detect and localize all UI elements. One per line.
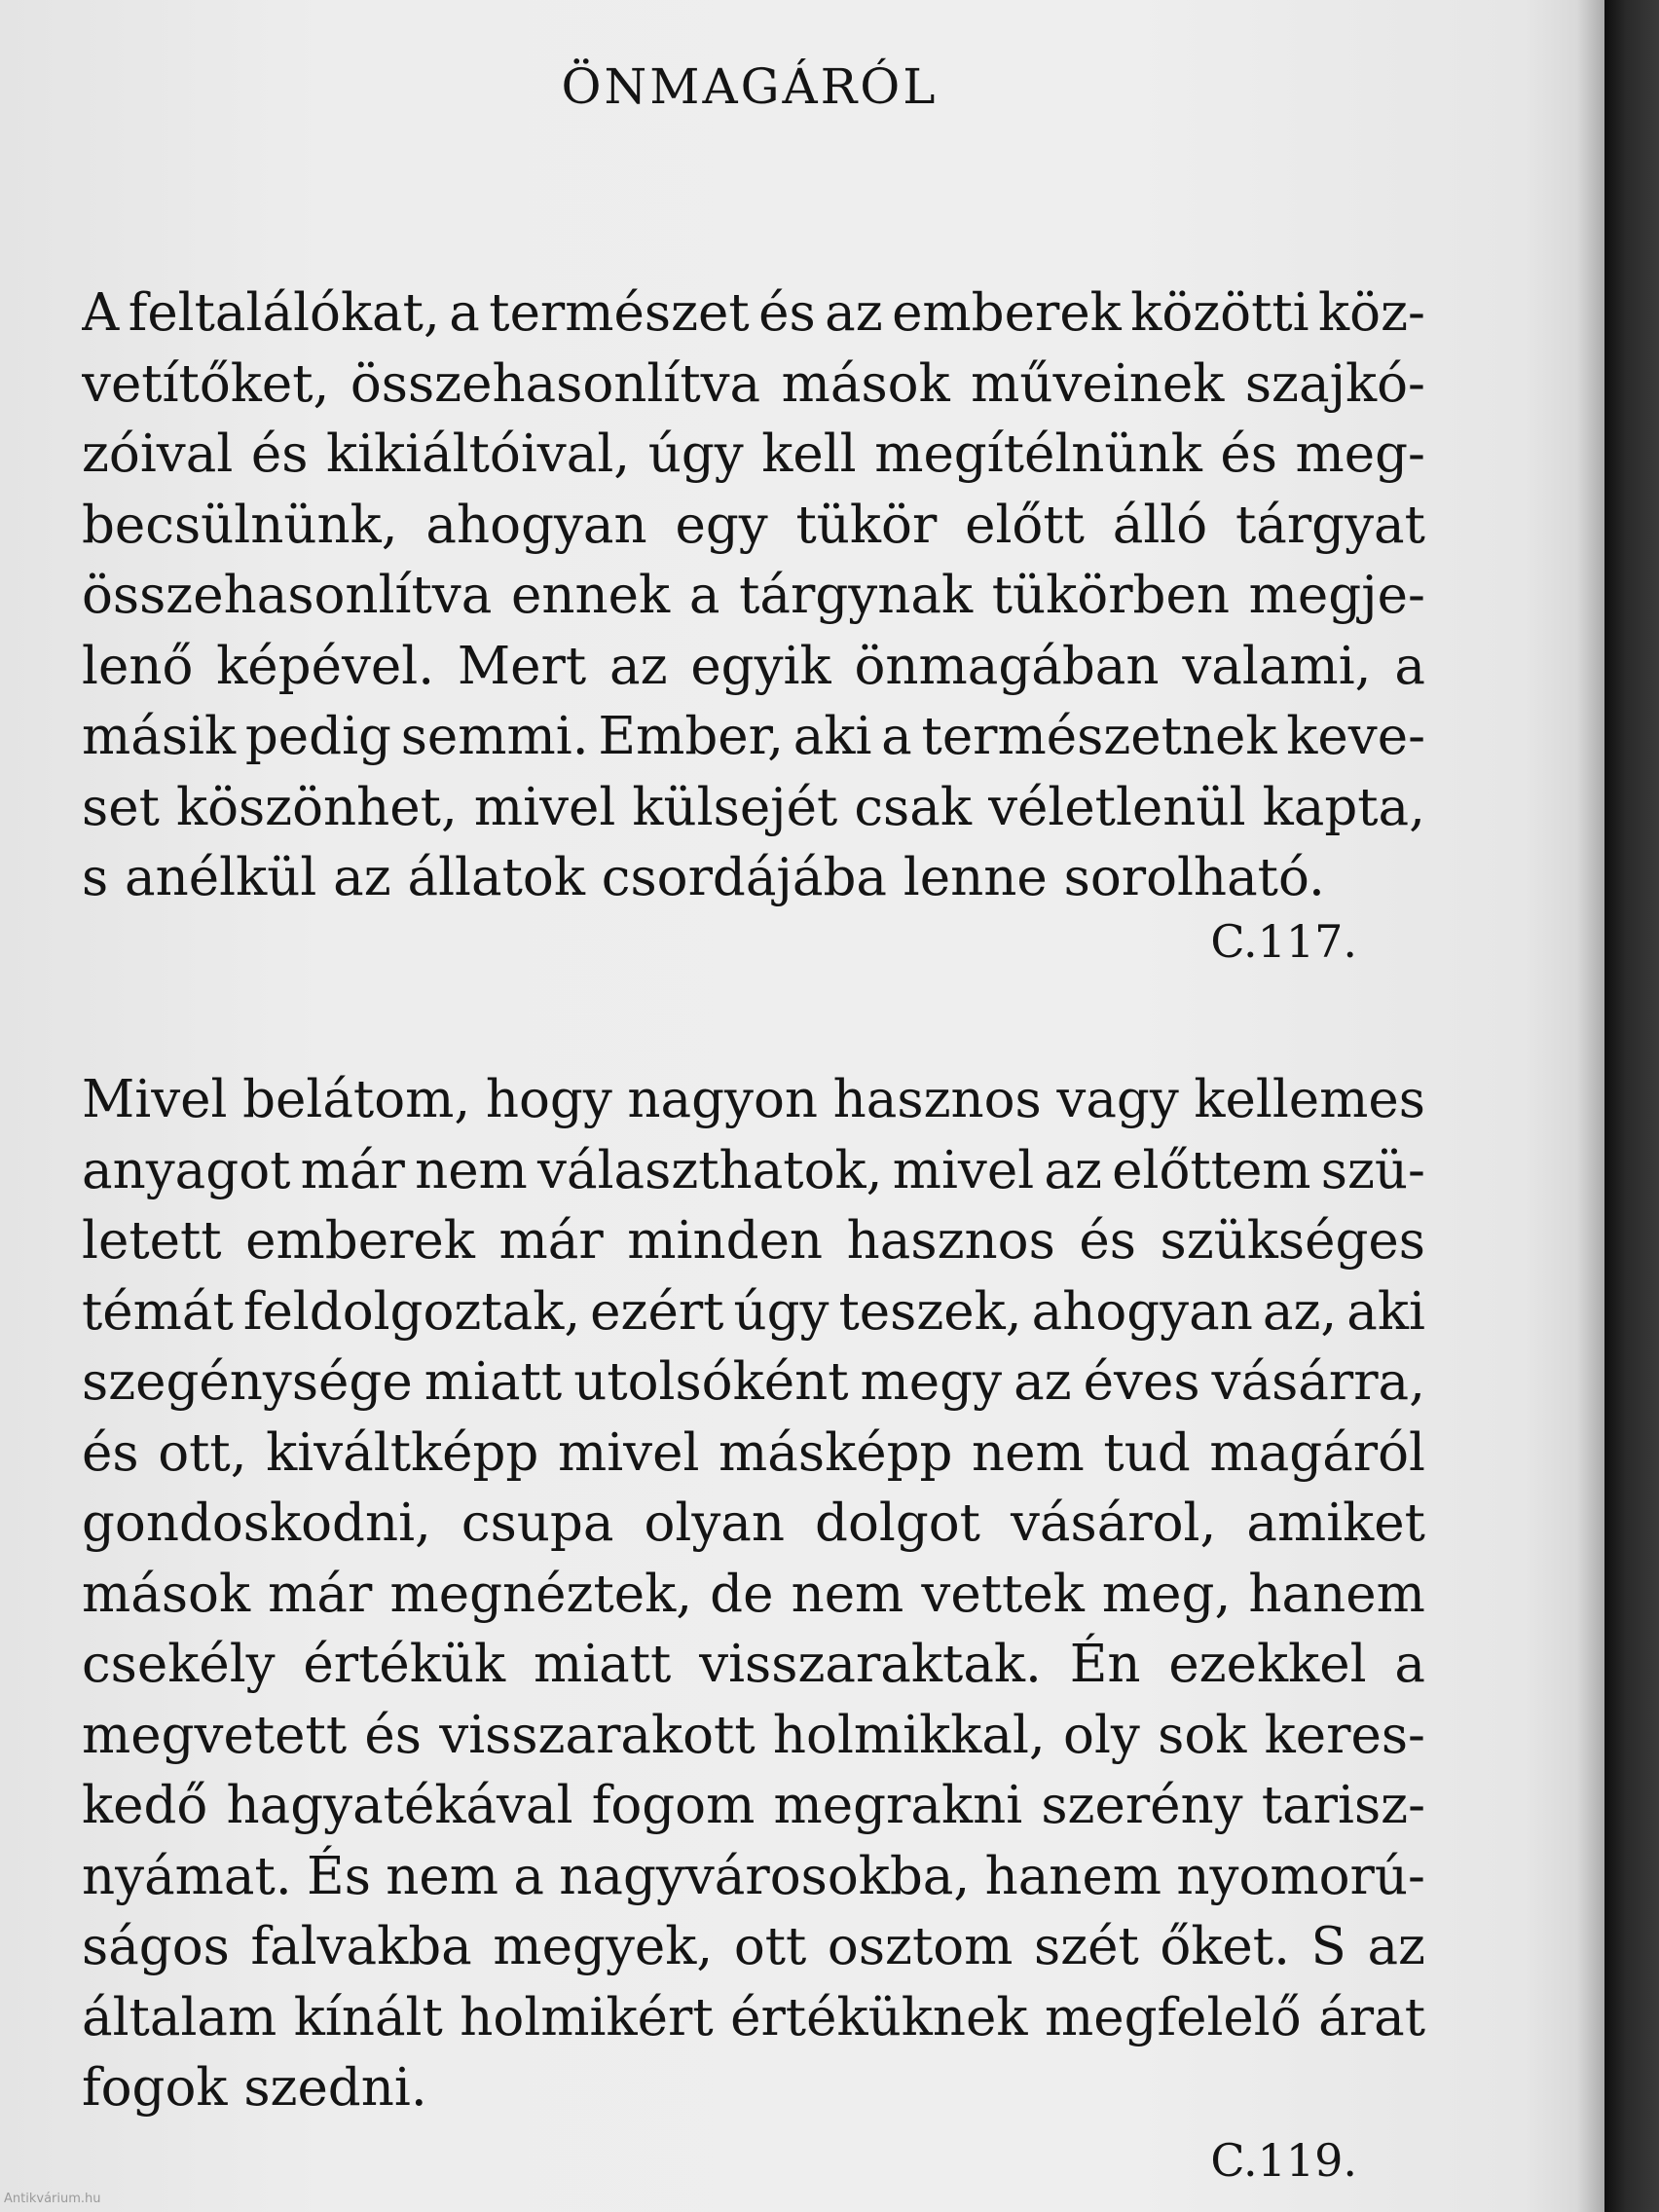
text-line: csekély értékük miatt visszaraktak. Én ezekkel a <box>82 1635 1425 1694</box>
text-line: kedő hagyatékával fogom megrakni szerény tarisz- <box>82 1776 1425 1835</box>
paragraph-c117 <box>82 278 1425 914</box>
text-line: és ott, kiváltképp mivel másképp nem tud magáról <box>82 1422 1425 1483</box>
text-line: nyámat. És nem a nagyvárosokba, hanem nyomorú- <box>82 1846 1425 1906</box>
adjacent-page-edge <box>1604 0 1659 2212</box>
page-edge-shadow <box>1577 0 1604 2212</box>
text-line: A feltalálókat, a természet és az emberek közötti köz- <box>82 283 1425 343</box>
text-line: anyagot már nem választhatok, mivel az előttem szü- <box>82 1140 1425 1200</box>
text-line: ságos falvakba megyek, ott osztom szét őket. S az <box>82 1917 1425 1976</box>
paragraph-c119 <box>82 1065 1425 2124</box>
text-line: másik pedig semmi. Ember, aki a természetnek keve- <box>82 707 1425 766</box>
reference-c119: C.119. <box>1210 2134 1357 2187</box>
text-line: vetítőket, összehasonlítva mások műveinek szajkó- <box>82 353 1425 414</box>
text-line: zóival és kikiáltóival, úgy kell megítélnünk és meg- <box>82 424 1425 484</box>
text-line: mások már megnéztek, de nem vettek meg, hanem <box>82 1564 1425 1624</box>
text-line: témát feldolgoztak, ezért úgy teszek, ahogyan az, aki <box>82 1281 1425 1342</box>
text-line: általam kínált holmikért értéküknek megfelelő árat <box>82 1987 1425 2047</box>
text-line: összehasonlítva ennek a tárgynak tükörben megje- <box>82 566 1425 625</box>
watermark: Antikvárium.hu <box>4 2192 101 2206</box>
text-line: set köszönhet, mivel külsejét csak véletlenül kapta, <box>82 777 1425 837</box>
text-line: fogok szedni. <box>82 2058 427 2118</box>
text-line: megvetett és visszarakott holmikkal, oly sok keres- <box>82 1705 1425 1765</box>
text-line: s anélkül az állatok csordájába lenne sorolható. <box>82 848 1325 907</box>
text-line: gondoskodni, csupa olyan dolgot vásárol, amiket <box>82 1493 1425 1553</box>
reference-c117: C.117. <box>1210 915 1357 968</box>
text-line: becsülnünk, ahogyan egy tükör előtt álló tárgyat <box>82 495 1425 555</box>
page-title: ÖNMAGÁRÓL <box>561 58 939 115</box>
text-line: letett emberek már minden hasznos és szükséges <box>82 1211 1425 1271</box>
text-line: Mivel belátom, hogy nagyon hasznos vagy kellemes <box>82 1070 1425 1129</box>
text-line: szegénysége miatt utolsóként megy az éves vásárra, <box>82 1352 1425 1412</box>
text-line: lenő képével. Mert az egyik önmagában valami, a <box>82 636 1425 696</box>
